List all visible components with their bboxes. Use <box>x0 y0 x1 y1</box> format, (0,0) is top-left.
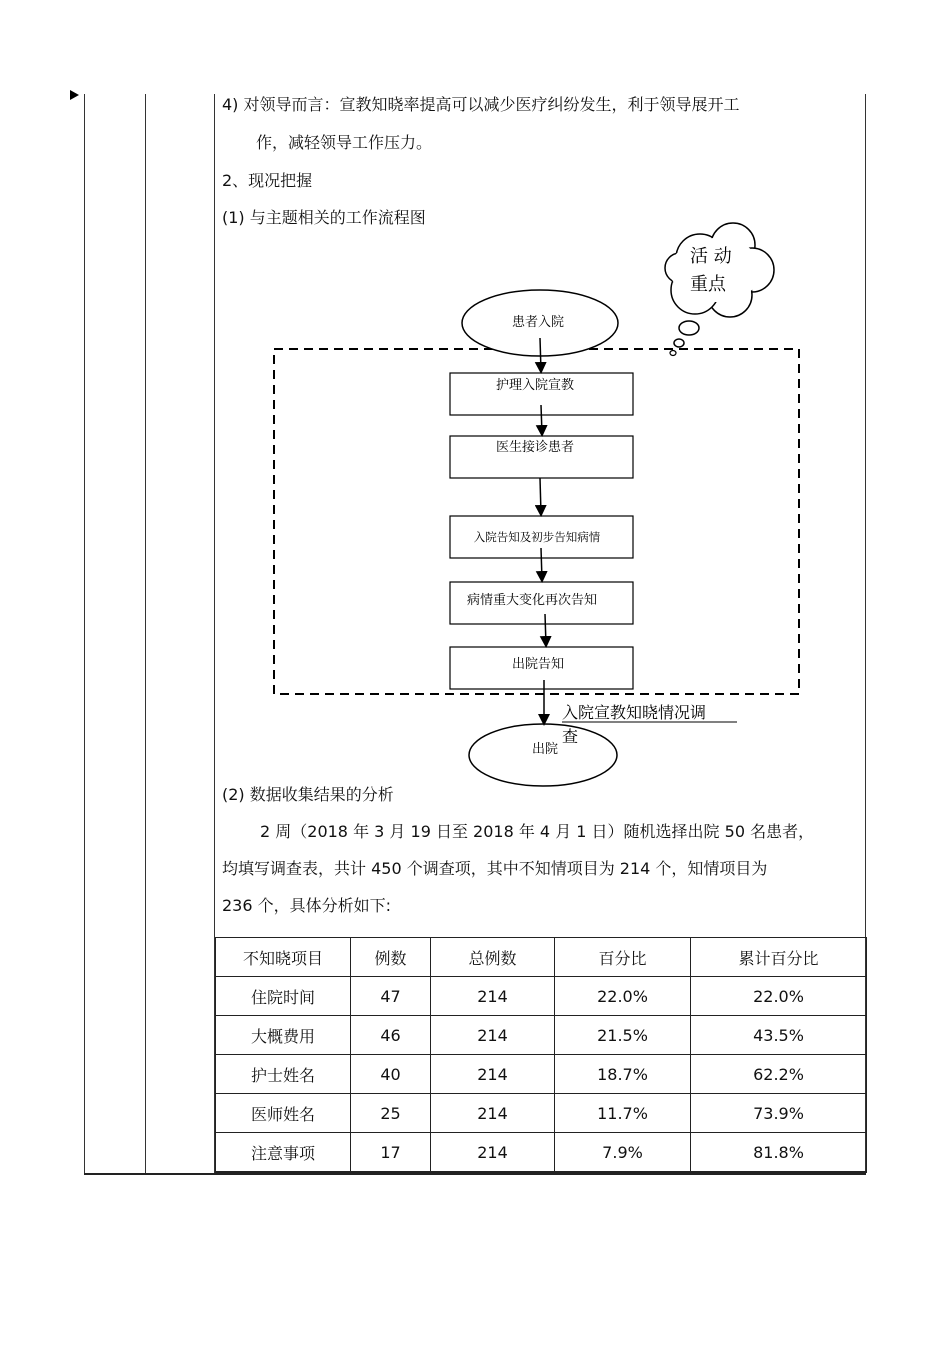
analysis-line1: 2 周（2018 年 3 月 19 日至 2018 年 4 月 1 日）随机选择出院 50 名患者， <box>260 822 815 841</box>
end-label: 出院 <box>531 742 559 757</box>
table-cell: 22.0% <box>691 977 867 1016</box>
sub2-title: (2) 数据收集结果的分析 <box>222 785 394 804</box>
header-cell: 累计百分比 <box>691 938 867 977</box>
table-cell: 注意事项 <box>216 1133 351 1173</box>
item4-line1: 4) 对领导而言：宣教知晓率提高可以减少医疗纠纷发生，利于领导展开工 <box>222 95 740 114</box>
table-cell: 25 <box>351 1094 431 1133</box>
step-label-1: 护理入院宣教 <box>495 378 575 393</box>
table-cell: 214 <box>431 1094 555 1133</box>
table-cell: 214 <box>431 977 555 1016</box>
table-row <box>216 1094 867 1133</box>
table-cell: 47 <box>351 977 431 1016</box>
cloud-text-line1: 活 动 <box>690 246 732 267</box>
table-row <box>216 1055 867 1094</box>
analysis-line2: 均填写调查表，共计 450 个调查项，其中不知情项目为 214 个，知情项目为 <box>222 859 768 878</box>
item4-line2: 作，减轻领导工作压力。 <box>256 133 433 152</box>
table-cell: 40 <box>351 1055 431 1094</box>
table-cell: 17 <box>351 1133 431 1173</box>
survey-label-line2: 查 <box>562 727 579 746</box>
table-cell: 大概费用 <box>216 1016 351 1055</box>
header-cell: 总例数 <box>431 938 555 977</box>
table-cell: 62.2% <box>691 1055 867 1094</box>
table-cell: 214 <box>431 1133 555 1173</box>
table-header-row <box>216 938 867 977</box>
table-cell: 214 <box>431 1055 555 1094</box>
section2-title: 2、现况把握 <box>222 171 313 190</box>
table-row <box>216 977 867 1016</box>
cloud-text-line2: 重点 <box>690 274 726 295</box>
table-cell: 214 <box>431 1016 555 1055</box>
table-cell: 43.5% <box>691 1016 867 1055</box>
table-cell: 73.9% <box>691 1094 867 1133</box>
table-cell: 11.7% <box>555 1094 691 1133</box>
step-label-2: 医生接诊患者 <box>495 440 575 455</box>
table-cell: 7.9% <box>555 1133 691 1173</box>
table-cell: 21.5% <box>555 1016 691 1055</box>
table-cell: 护士姓名 <box>216 1055 351 1094</box>
header-cell: 不知晓项目 <box>216 938 351 977</box>
unknown-items-table <box>215 937 867 1173</box>
sub1-title: (1) 与主题相关的工作流程图 <box>222 208 426 227</box>
table-row <box>216 1133 867 1173</box>
step-label-5: 出院告知 <box>511 657 565 672</box>
analysis-line3: 236 个，具体分析如下: <box>222 896 392 915</box>
table-cell: 18.7% <box>555 1055 691 1094</box>
header-cell: 例数 <box>351 938 431 977</box>
table-row <box>216 1016 867 1055</box>
step-label-3: 入院告知及初步告知病情 <box>473 530 601 544</box>
frame-bottom-line <box>84 1173 866 1175</box>
table-cell: 81.8% <box>691 1133 867 1173</box>
table-cell: 22.0% <box>555 977 691 1016</box>
table-cell: 46 <box>351 1016 431 1055</box>
table-cell: 住院时间 <box>216 977 351 1016</box>
table-cell: 医师姓名 <box>216 1094 351 1133</box>
step-label-4: 病情重大变化再次告知 <box>466 593 598 608</box>
header-cell: 百分比 <box>555 938 691 977</box>
start-label: 患者入院 <box>511 315 565 330</box>
survey-label-line1: 入院宣教知晓情况调 <box>562 703 707 722</box>
